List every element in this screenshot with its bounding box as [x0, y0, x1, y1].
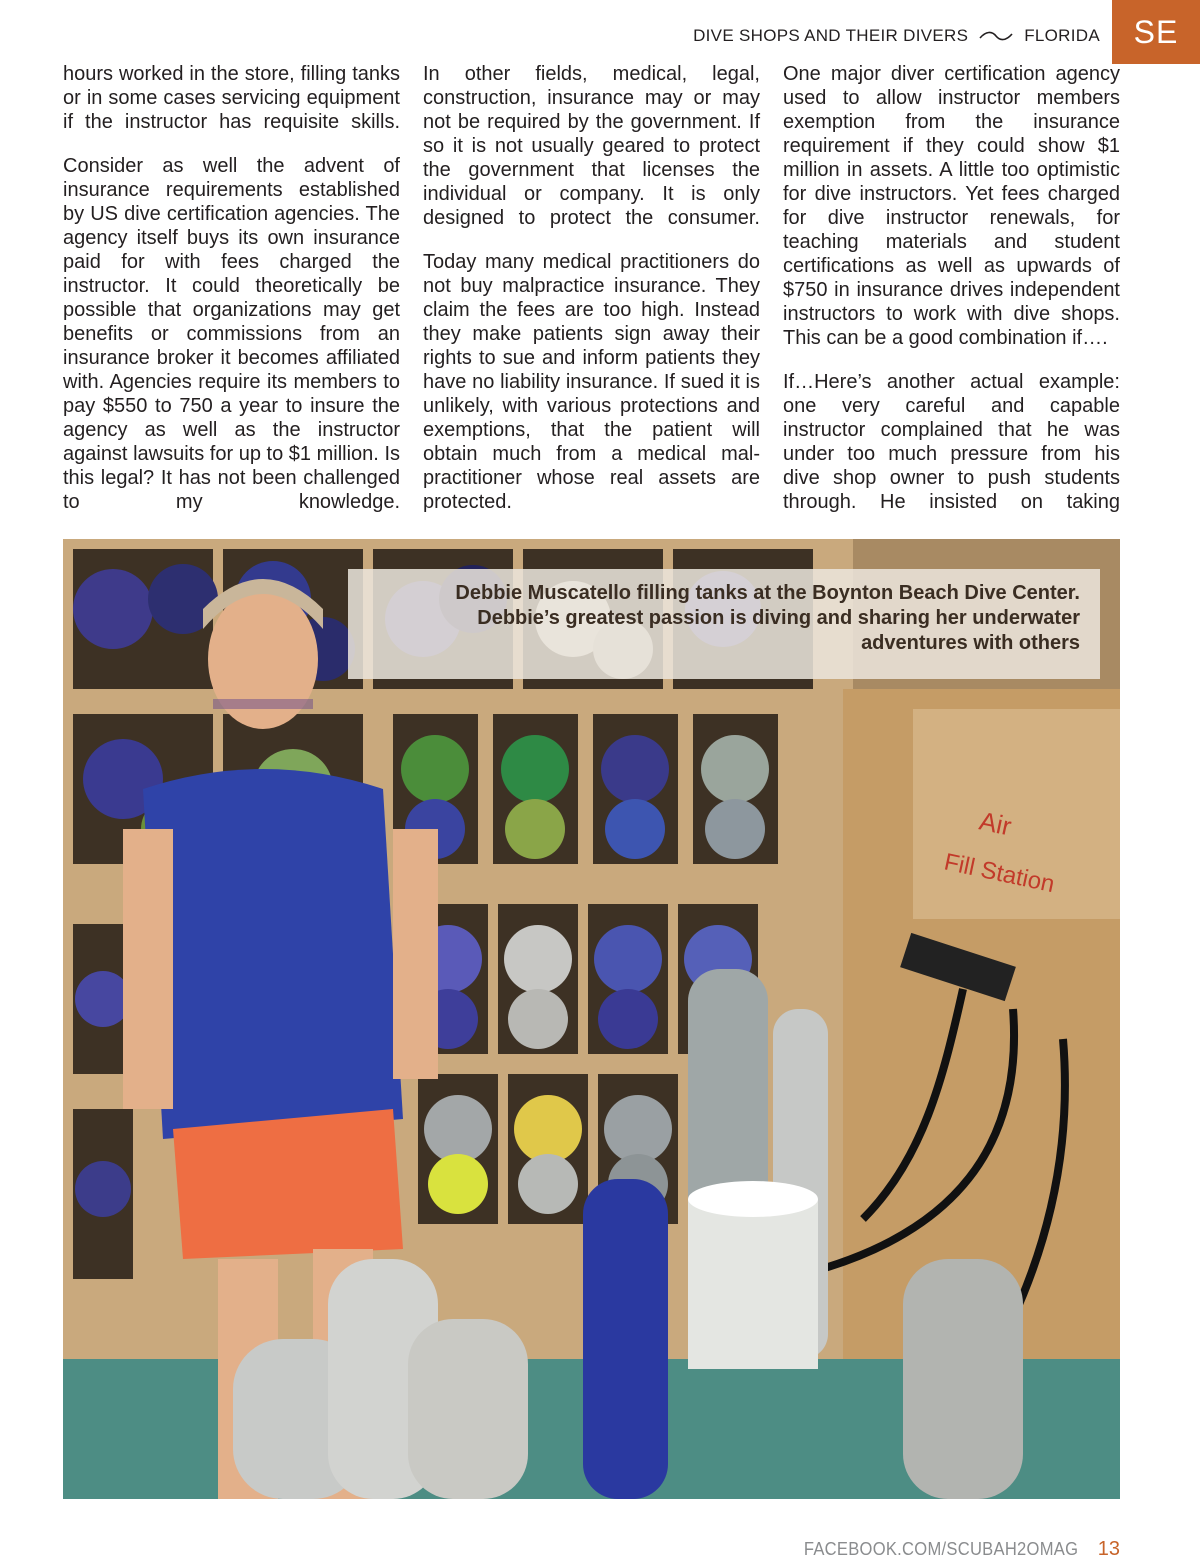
caption-line: Debbie Muscatello filling tanks at the Boynton Beach Dive Center.: [455, 582, 1080, 604]
tilde-ornament-icon: [978, 29, 1014, 43]
facebook-link[interactable]: FACEBOOK.COM/SCUBAH2OMAG: [803, 1538, 1078, 1559]
text-column-1: [63, 62, 400, 534]
page-footer: [780, 1537, 1121, 1561]
sign-air: Air: [976, 805, 1015, 842]
page-number: 13: [1097, 1537, 1120, 1560]
paragraph: If…Here’s another actual example: one very careful and capable instructor complained that he was under too much pressure from his dive shop owner to push students through. He insisted on taking: [783, 371, 1120, 513]
photo-caption: [348, 569, 1100, 679]
section-tab: SE: [1112, 0, 1200, 64]
dive-shop-photo: [63, 539, 1120, 1499]
running-head: [640, 22, 1100, 50]
caption-line: Debbie’s greatest passion is diving and sharing her underwater: [477, 607, 1080, 629]
paragraph: Consider as well the advent of insurance requirements established by US dive certification agencies. The agency itself buys its own insurance paid for with fees charged the instructor. It could theoretically be possible that organizations may get benefits or commissions from an insurance broker it becomes affiliated with. Agencies require its members to pay $550 to 750 a year to insure the agency as well as the instructor against lawsuits for up to $1 million. Is this legal? It has not been challenged to my knowledge.: [63, 155, 400, 513]
caption-line: adventures with others: [861, 632, 1080, 654]
paragraph: One major diver certification agency used to allow instructor members exemption from the insurance requirement if they could show $1 million in assets. A little too optimistic for dive instructors. Yet fees charged for dive instructor renewals, for teaching materials and student certifications as well as upwards of $750 in insurance drives independent instructors to work with dive shops. This can be a good combination if….: [783, 63, 1120, 349]
paragraph: hours worked in the store, filling tanks or in some cases servicing equipment if the instructor has requisite skills.: [63, 63, 400, 133]
paragraph: Today many medical practitioners do not buy malpractice insurance. They claim the fees are too high. Instead they make patients sign away their rights to sue and inform patients they have no liability insurance. If sued it is unlikely, with various protections and exemptions, that the patient will obtain much from a medical mal-practitioner whose real assets are protected.: [423, 251, 760, 513]
sign-fill-station: Fill Station: [941, 848, 1057, 899]
text-column-3: [783, 62, 1120, 534]
section-title: DIVE SHOPS AND THEIR DIVERS: [693, 26, 969, 45]
paragraph: In other fields, medical, legal, construction, insurance may or may not be required by the government. If so it is not usually geared to protect the government that licenses the individual or company. It is only designed to protect the consumer.: [423, 63, 760, 229]
region-label: FLORIDA: [1024, 26, 1100, 45]
photo-illustration: [63, 539, 1120, 1499]
text-column-2: [423, 62, 760, 534]
